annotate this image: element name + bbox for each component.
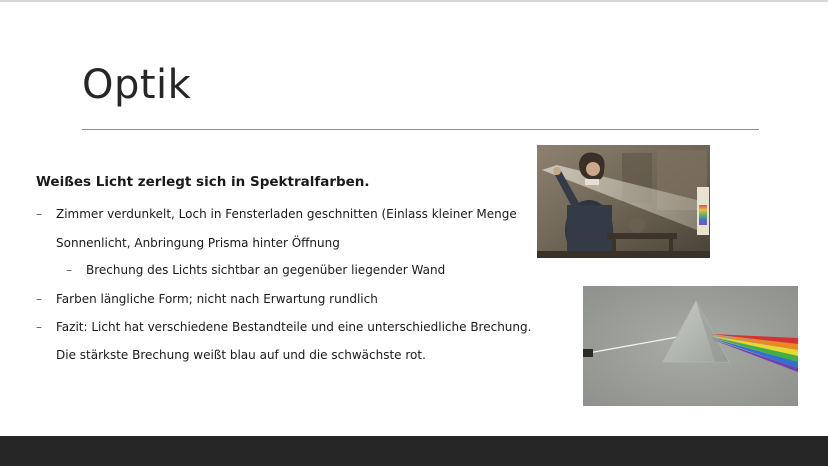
bullet-4-continuation: Die stärkste Brechung weißt blau auf und die schwächste rot. [56,348,426,362]
newton-prism-image [537,145,710,258]
prism-illustration [583,286,798,406]
footer-bar [0,436,828,466]
bullet-4-text: Fazit: Licht hat verschiedene Bestandteile und eine unterschiedliche Brechung. [56,320,532,334]
top-border [0,0,828,2]
prism-dispersion-image [583,286,798,406]
bullet-dash: – [36,207,42,221]
bullet-2-sub [66,263,445,277]
bullet-1-text: Zimmer verdunkelt, Loch in Fensterladen geschnitten (Einlass kleiner Menge [56,207,517,221]
bullet-4 [36,320,531,334]
newton-illustration [537,145,710,258]
bullet-dash: – [36,292,42,306]
slide-heading: Weißes Licht zerlegt sich in Spektralfarben. [36,174,370,190]
bullet-1 [36,207,517,221]
bullet-dash: – [66,263,72,277]
bullet-dash: – [36,320,42,334]
bullet-2-text: Brechung des Lichts sichtbar an gegenüber liegender Wand [86,263,446,277]
bullet-1-continuation: Sonnenlicht, Anbringung Prisma hinter Öffnung [56,236,340,250]
title-divider [82,129,759,130]
bullet-3-text: Farben längliche Form; nicht nach Erwartung rundlich [56,292,378,306]
bullet-3 [36,292,378,306]
slide-title: Optik [82,62,192,108]
